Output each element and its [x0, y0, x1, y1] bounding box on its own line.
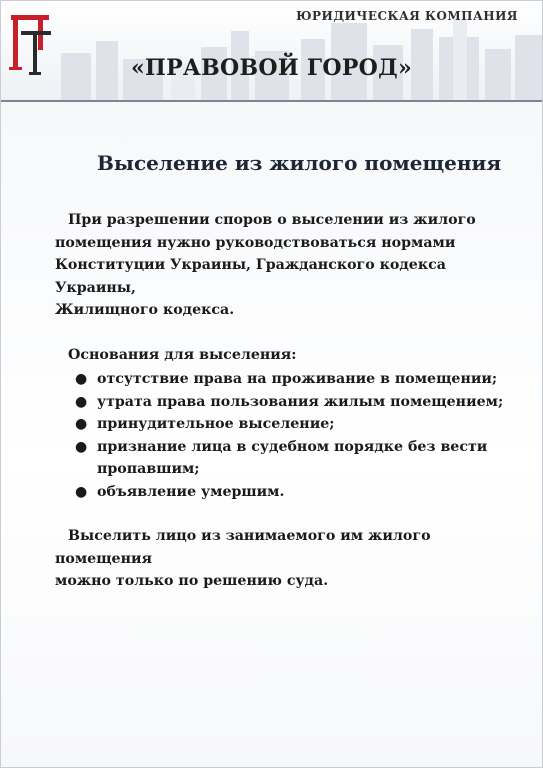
conclusion-paragraph: [55, 525, 515, 593]
list-item-text: признание лица в судебном порядке без вести: [97, 438, 488, 455]
company-name: «ПРАВОВОЙ ГОРОД»: [130, 55, 413, 81]
intro-line: Конституции Украины, Гражданского кодекса Украины,: [55, 257, 446, 296]
list-item-text: принудительное выселение;: [97, 416, 335, 432]
list-item: [55, 481, 515, 504]
bullet-icon: ●: [75, 393, 88, 410]
grounds-list: [55, 368, 515, 503]
list-item-text: отсутствие права на проживание в помещении;: [97, 371, 498, 387]
document-body: [55, 151, 515, 615]
letterhead: [1, 1, 542, 102]
bullet-icon: ●: [75, 371, 88, 387]
intro-line: помещения нужно руководствоваться нормами: [55, 234, 456, 251]
list-item: [55, 391, 515, 414]
list-item: [55, 413, 515, 436]
intro-line: Жилищного кодекса.: [55, 302, 235, 318]
list-item: [55, 368, 515, 391]
document-title: Выселение из жилого помещения: [97, 151, 502, 175]
company-type-label: ЮРИДИЧЕСКАЯ КОМПАНИЯ: [296, 9, 518, 23]
intro-paragraph: [55, 209, 515, 322]
list-item: [55, 436, 515, 481]
list-item-text: пропавшим;: [97, 461, 200, 477]
bullet-icon: ●: [75, 438, 88, 455]
list-item-text: объявление умершим.: [97, 483, 285, 500]
grounds-heading: Основания для выселения:: [68, 346, 297, 363]
bullet-icon: ●: [75, 416, 88, 432]
conclusion-line: можно только по решению суда.: [55, 573, 329, 589]
bullet-icon: ●: [75, 483, 88, 500]
list-item-text: утрата права пользования жилым помещением;: [97, 393, 504, 410]
conclusion-line: Выселить лицо из занимаемого им жилого помещения: [55, 528, 431, 567]
intro-line: При разрешении споров о выселении из жилого: [68, 212, 476, 228]
